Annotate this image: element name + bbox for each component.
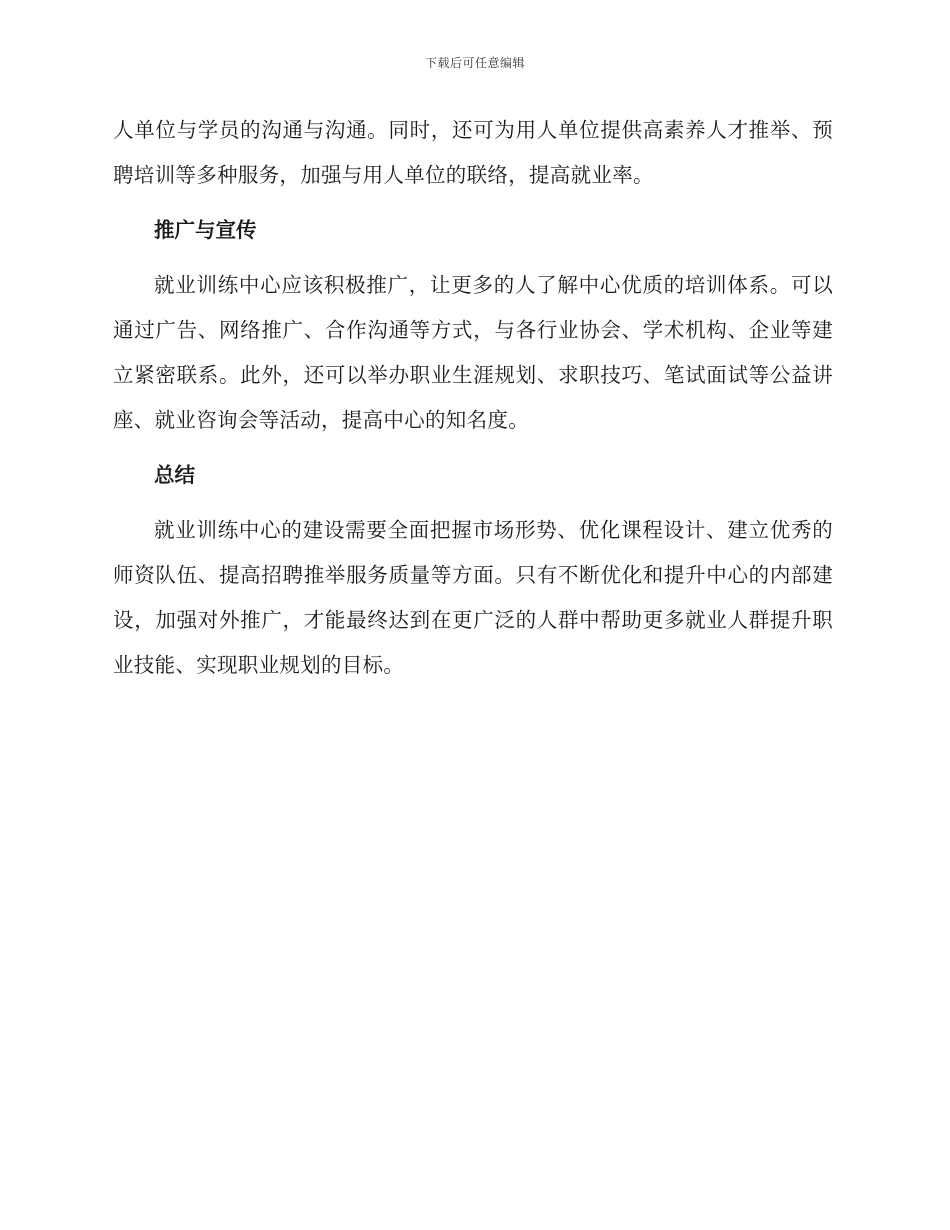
paragraph-continuation: 人单位与学员的沟通与沟通。同时，还可为用人单位提供高素养人才推举、预聘培训等多种服务，加强与用人单位的联络，提高就业率。: [113, 118, 833, 187]
page-header: 下载后可任意编辑: [424, 56, 525, 70]
section-heading-summary: 总结: [154, 463, 195, 487]
paragraph-promotion: 就业训练中心应该积极推广，让更多的人了解中心优质的培训体系。可以通过广告、网络推广、合作沟通等方式，与各行业协会、学术机构、企业等建立紧密联系。此外，还可以举办职业生涯规划、求职技巧、笔试面试等公益讲座、就业咨询会等活动，提高中心的知名度。: [113, 273, 833, 432]
document-body: [113, 108, 833, 688]
paragraph-summary: 就业训练中心的建设需要全面把握市场形势、优化课程设计、建立优秀的师资队伍、提高招聘推举服务质量等方面。只有不断优化和提升中心的内部建设，加强对外推广，才能最终达到在更广泛的人群中帮助更多就业人群提升职业技能、实现职业规划的目标。: [113, 518, 833, 677]
section-heading-promotion: 推广与宣传: [154, 218, 257, 242]
